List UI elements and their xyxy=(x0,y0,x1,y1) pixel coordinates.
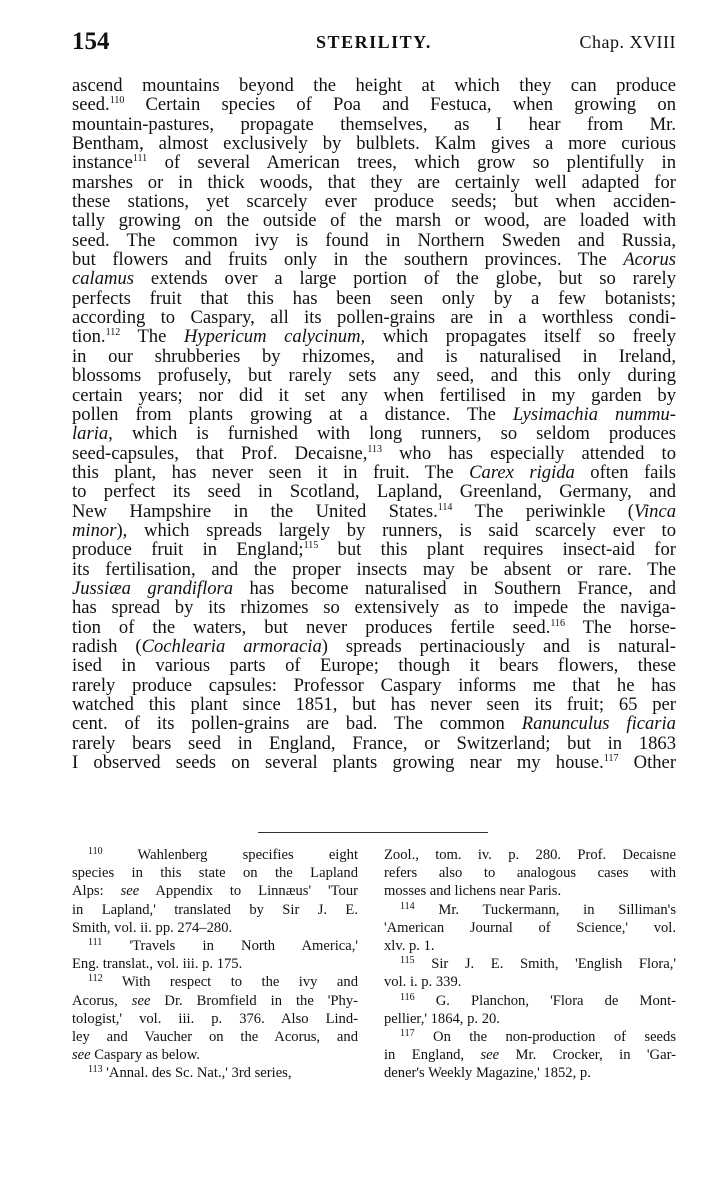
text-line xyxy=(72,231,676,250)
italic-text: Acorus xyxy=(623,249,676,271)
footnote-line xyxy=(384,901,676,919)
text-run: watched this plant since 1851, but has never seen its fruit; 65 per xyxy=(72,694,676,715)
text-run: tologist,' vol. iii. p. 376. Also Lind- xyxy=(72,1010,358,1027)
text-run: ascend mountains beyond the height at which they can produce xyxy=(72,75,676,96)
footnote-ref: 110 xyxy=(109,95,125,107)
footnotes-left-column xyxy=(72,846,358,1082)
footnote-number: 115 xyxy=(400,955,415,967)
text-run: Zool., tom. iv. p. 280. Prof. Decaisne xyxy=(384,847,676,863)
text-run: in Lapland,' translated by Sir J. E. xyxy=(72,901,358,918)
text-run: tally growing on the outside of the marsh or wood, are loaded with xyxy=(72,210,676,232)
text-run: pellier,' 1864, p. 20. xyxy=(384,1010,500,1027)
italic-text: Jussiæa grandiflora xyxy=(72,577,234,599)
text-run: which propagates itself so freely xyxy=(365,326,676,348)
footnote-line xyxy=(72,901,358,919)
text-run: ised in various parts of Europe; though it bears flowers, these xyxy=(72,655,676,677)
text-line xyxy=(72,637,676,656)
text-line xyxy=(72,269,676,288)
footnote-divider xyxy=(258,832,488,833)
text-run: ), which spreads largely by runners, is said scarcely ever to xyxy=(116,519,676,541)
footnote-ref: 115 xyxy=(303,540,319,552)
text-line xyxy=(72,714,676,733)
text-line xyxy=(72,482,676,501)
text-line xyxy=(72,366,676,385)
text-line xyxy=(72,192,676,211)
footnote-line xyxy=(72,864,358,882)
text-line xyxy=(72,347,676,366)
footnote-line xyxy=(72,1028,358,1046)
footnote-number: 111 xyxy=(88,936,103,948)
text-line xyxy=(72,405,676,424)
text-line xyxy=(72,211,676,230)
text-line xyxy=(72,618,676,637)
footnote-number: 113 xyxy=(88,1064,103,1076)
footnote-line xyxy=(384,1064,676,1082)
text-line xyxy=(72,502,676,521)
italic-text: see xyxy=(131,992,151,1009)
text-run: dener's Weekly Magazine,' 1852, p. xyxy=(384,1065,591,1082)
text-line xyxy=(72,521,676,540)
text-run: of several American trees, which grow so plentifully in xyxy=(147,152,676,174)
footnote-line xyxy=(72,1010,358,1028)
text-line xyxy=(72,753,676,772)
text-run: but this plant requires insect-aid for xyxy=(318,539,676,561)
footnote-ref: 116 xyxy=(550,617,565,629)
text-run: rarely bears seed in England, France, or Switzerland; but in 1863 xyxy=(72,732,676,754)
italic-text: Vinca xyxy=(634,500,676,522)
footnote-ref: 113 xyxy=(367,443,383,455)
italic-text: Ranunculus ficaria xyxy=(521,713,676,735)
text-run: extends over a large portion of the globe, but so rarely xyxy=(133,268,676,290)
text-run: xlv. p. 1. xyxy=(384,937,435,954)
text-line xyxy=(72,327,676,346)
text-run: to perfect its seed in Scotland, Lapland, Greenland, Germany, and xyxy=(72,481,676,503)
text-run: Mr. Crocker, in 'Gar- xyxy=(499,1047,676,1064)
text-line xyxy=(72,153,676,172)
footnote-line xyxy=(384,973,676,991)
running-header xyxy=(72,28,676,58)
italic-text: Cochlearia armoracia xyxy=(141,635,322,657)
italic-text: calamus xyxy=(72,268,134,290)
footnote-line xyxy=(384,1028,676,1046)
footnote-line xyxy=(72,992,358,1010)
text-line xyxy=(72,95,676,114)
text-run: The xyxy=(120,326,184,348)
italic-text: Hypericum calycinum, xyxy=(183,326,366,348)
text-run: I observed seeds on several plants growing near my house. xyxy=(72,752,604,774)
text-line xyxy=(72,598,676,617)
text-run: tion. xyxy=(72,326,106,348)
text-line xyxy=(72,656,676,675)
text-run: With respect to the ivy and xyxy=(102,974,358,991)
text-run: often fails xyxy=(574,461,677,483)
text-run: Alps: xyxy=(72,883,121,900)
text-run: in our shrubberies by rhizomes, and is naturalised in Ireland, xyxy=(72,345,676,367)
footnote-line xyxy=(72,937,358,955)
text-run: tion of the waters, but never produces fertile seed. xyxy=(72,616,551,638)
text-run: G. Planchon, 'Flora de Mont- xyxy=(414,992,676,1009)
text-run: New Hampshire in the United States. xyxy=(72,500,438,522)
main-text xyxy=(72,76,676,772)
text-run: 'Annal. des Sc. Nat.,' 3rd series, xyxy=(102,1065,292,1082)
text-run: instance xyxy=(72,152,133,174)
text-line xyxy=(72,134,676,153)
text-line xyxy=(72,386,676,405)
text-run: has spread by its rhizomes so extensively as to impede the naviga- xyxy=(72,597,676,619)
text-run: cent. of its pollen-grains are bad. The common xyxy=(72,713,522,735)
text-line xyxy=(72,560,676,579)
footnote-line xyxy=(384,1010,676,1028)
footnote-number: 117 xyxy=(400,1027,415,1039)
text-run: ) spreads pertinaciously and is natural- xyxy=(321,635,676,657)
footnote-ref: 114 xyxy=(437,501,453,513)
text-run: seed. The common ivy is found in Northern Sweden and Russia, xyxy=(72,229,676,251)
text-run: but flowers and fruits only in the southern provinces. The xyxy=(72,249,624,271)
text-line xyxy=(72,734,676,753)
text-run: which is furnished with long runners, so seldom produces xyxy=(112,423,676,445)
text-run: certain years; nor did it set any when fertilised in my garden by xyxy=(72,384,676,406)
footnote-line xyxy=(384,1046,676,1064)
text-run: Dr. Bromfield in the 'Phy- xyxy=(150,992,358,1009)
page-number: 154 xyxy=(72,28,110,55)
text-line xyxy=(72,579,676,598)
text-run: refers also to analogous cases with xyxy=(384,865,676,882)
text-line xyxy=(72,676,676,695)
text-run: has become naturalised in Southern France, and xyxy=(233,577,676,599)
text-run: Wahlenberg specifies eight xyxy=(102,847,358,863)
text-run: Mr. Tuckermann, in Silliman's xyxy=(414,901,676,918)
text-run: mosses and lichens near Paris. xyxy=(384,883,562,900)
text-run: perfects fruit that this has been seen only by a few botanists; xyxy=(72,287,676,309)
text-line xyxy=(72,115,676,134)
footnote-line xyxy=(72,846,358,864)
text-line xyxy=(72,289,676,308)
footnote-line xyxy=(72,919,358,937)
text-run: seed-capsules, that Prof. Decaisne, xyxy=(72,442,368,464)
italic-text: laria, xyxy=(72,423,113,445)
text-line xyxy=(72,250,676,269)
text-line xyxy=(72,308,676,327)
text-run: Bentham, almost exclusively by bulblets. Kalm gives a more curious xyxy=(72,133,676,155)
text-run: ley and Vaucher on the Acorus, and xyxy=(72,1028,358,1045)
footnote-ref: 112 xyxy=(105,327,121,339)
text-run: blossoms profusely, but rarely sets any seed, and this only during xyxy=(72,365,676,387)
text-run: Other xyxy=(618,752,677,774)
footnote-line xyxy=(384,937,676,955)
text-line xyxy=(72,76,676,95)
italic-text: see xyxy=(72,1047,91,1064)
text-line xyxy=(72,463,676,482)
text-run: these stations, yet scarcely ever produce seeds; but when acciden- xyxy=(72,191,676,213)
text-run: On the non-production of seeds xyxy=(414,1028,676,1045)
text-run: species in this state on the Lapland xyxy=(72,865,358,882)
footnote-number: 112 xyxy=(88,973,103,985)
text-run: this plant, has never seen it in fruit. The xyxy=(72,461,470,483)
text-line xyxy=(72,540,676,559)
italic-text: Lysimachia nummu- xyxy=(512,403,676,425)
italic-text: see xyxy=(480,1047,500,1064)
italic-text: see xyxy=(120,883,140,900)
footnote-number: 110 xyxy=(88,846,103,857)
footnote-line xyxy=(384,882,676,900)
text-run: Appendix to Linnæus' 'Tour xyxy=(139,883,358,900)
text-run: who has especially attended to xyxy=(382,442,676,464)
footnote-line xyxy=(384,919,676,937)
footnote-ref: 117 xyxy=(603,753,619,765)
text-run: 'American Journal of Science,' vol. xyxy=(384,919,676,936)
text-line xyxy=(72,695,676,714)
text-run: Smith, vol. ii. pp. 274–280. xyxy=(72,919,233,936)
text-run: radish ( xyxy=(72,635,142,657)
footnote-line xyxy=(72,955,358,973)
footnotes-right-column xyxy=(384,846,676,1082)
text-run: Certain species of Poa and Festuca, when growing on xyxy=(124,94,676,116)
chapter-label: Chap. XVIII xyxy=(579,32,676,52)
text-run: its fertilisation, and the proper insects may be absent or rare. The xyxy=(72,558,676,580)
text-run: Caspary as below. xyxy=(90,1047,200,1064)
text-run: in England, xyxy=(384,1047,481,1064)
footnote-number: 116 xyxy=(400,991,415,1003)
running-title: STERILITY. xyxy=(316,32,432,52)
footnote-line xyxy=(72,1046,358,1064)
text-run: The horse- xyxy=(565,616,676,638)
text-line xyxy=(72,424,676,443)
text-run: Sir J. E. Smith, 'English Flora,' xyxy=(414,956,676,973)
text-run: The periwinkle ( xyxy=(452,500,634,522)
text-run: produce fruit in England; xyxy=(72,539,304,561)
footnote-line xyxy=(72,973,358,991)
text-run: Acorus, xyxy=(72,992,132,1009)
footnote-ref: 111 xyxy=(132,153,148,165)
footnote-line xyxy=(384,846,676,864)
footnote-line xyxy=(72,1064,358,1082)
text-run: Eng. translat., vol. iii. p. 175. xyxy=(72,956,243,973)
text-run: rarely produce capsules: Professor Caspary informs me that he has xyxy=(72,674,676,696)
italic-text: Carex rigida xyxy=(469,461,575,483)
footnote-line xyxy=(72,882,358,900)
italic-text: minor xyxy=(72,519,117,541)
footnote-line xyxy=(384,864,676,882)
text-run: vol. i. p. 339. xyxy=(384,974,462,991)
text-run: marshes or in thick woods, that they are certainly well adapted for xyxy=(72,171,676,193)
text-run: seed. xyxy=(72,94,110,116)
footnote-number: 114 xyxy=(400,900,415,912)
text-run: 'Travels in North America,' xyxy=(102,937,358,954)
footnote-line xyxy=(384,992,676,1010)
text-line xyxy=(72,173,676,192)
text-run: pollen from plants growing at a distance. The xyxy=(72,403,513,425)
footnote-line xyxy=(384,955,676,973)
text-run: mountain-pastures, propagate themselves, as I hear from Mr. xyxy=(72,113,676,135)
text-run: according to Caspary, all its pollen-grains are in a worthless condi- xyxy=(72,307,676,329)
text-line xyxy=(72,444,676,463)
